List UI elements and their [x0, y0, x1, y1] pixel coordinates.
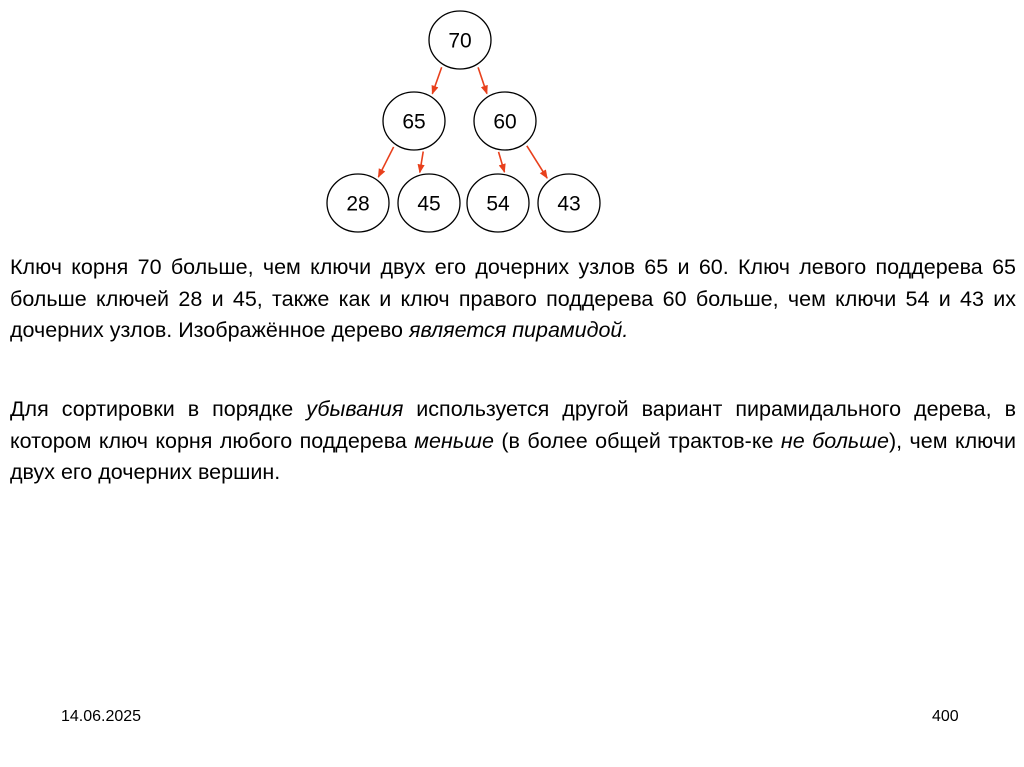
tree-edge-arrow: [420, 152, 423, 173]
tree-node: [467, 174, 529, 232]
text-run: ), чем ключи двух его дочерних вершин.: [10, 428, 1017, 484]
tree-node: [398, 174, 460, 232]
heap-tree-diagram: [0, 0, 1024, 240]
tree-edge-arrow: [527, 146, 547, 178]
tree-node: [327, 174, 389, 232]
emphasized-text: является пирамидой.: [409, 318, 629, 342]
tree-edge-arrow: [378, 147, 393, 177]
heap-explanation-paragraph: [10, 252, 1016, 347]
tree-node: [538, 174, 600, 232]
tree-edge-arrow: [478, 67, 487, 93]
text-run: (в более общей трактов-ке: [493, 428, 781, 453]
tree-node-key: 65: [402, 110, 426, 134]
emphasized-text: убывания: [306, 397, 404, 421]
tree-node-key: 54: [486, 192, 510, 216]
emphasized-text: меньше: [414, 428, 494, 453]
page-number: 400: [932, 708, 959, 725]
tree-node-key: 60: [493, 110, 517, 134]
tree-node-key: 45: [417, 192, 441, 216]
tree-node: [474, 92, 536, 150]
descending-sort-paragraph: [10, 394, 1016, 489]
tree-node: [383, 92, 445, 150]
text-run: используется другой вариант пирамидального дерева, в котором ключ корня любого поддерева: [10, 397, 1016, 453]
text-run: Ключ корня 70 больше, чем ключи двух его дочерних узлов 65 и 60. Ключ левого поддерева 65 больше ключей 28 и 45, также как и ключ правого поддерева 60 больше, чем ключи 54 и 43 их дочерних узлов. Изображённое дерево: [10, 255, 1016, 342]
tree-edge-arrow: [499, 152, 505, 172]
tree-node-key: 43: [557, 192, 581, 216]
footer-date: 14.06.2025: [61, 708, 142, 725]
tree-edge-arrow: [432, 67, 441, 94]
text-run: Для сортировки в порядке: [10, 397, 307, 421]
tree-node: [429, 11, 491, 69]
tree-node-key: 70: [448, 29, 472, 53]
emphasized-text: не больше: [780, 428, 889, 453]
tree-node-key: 28: [346, 192, 370, 216]
